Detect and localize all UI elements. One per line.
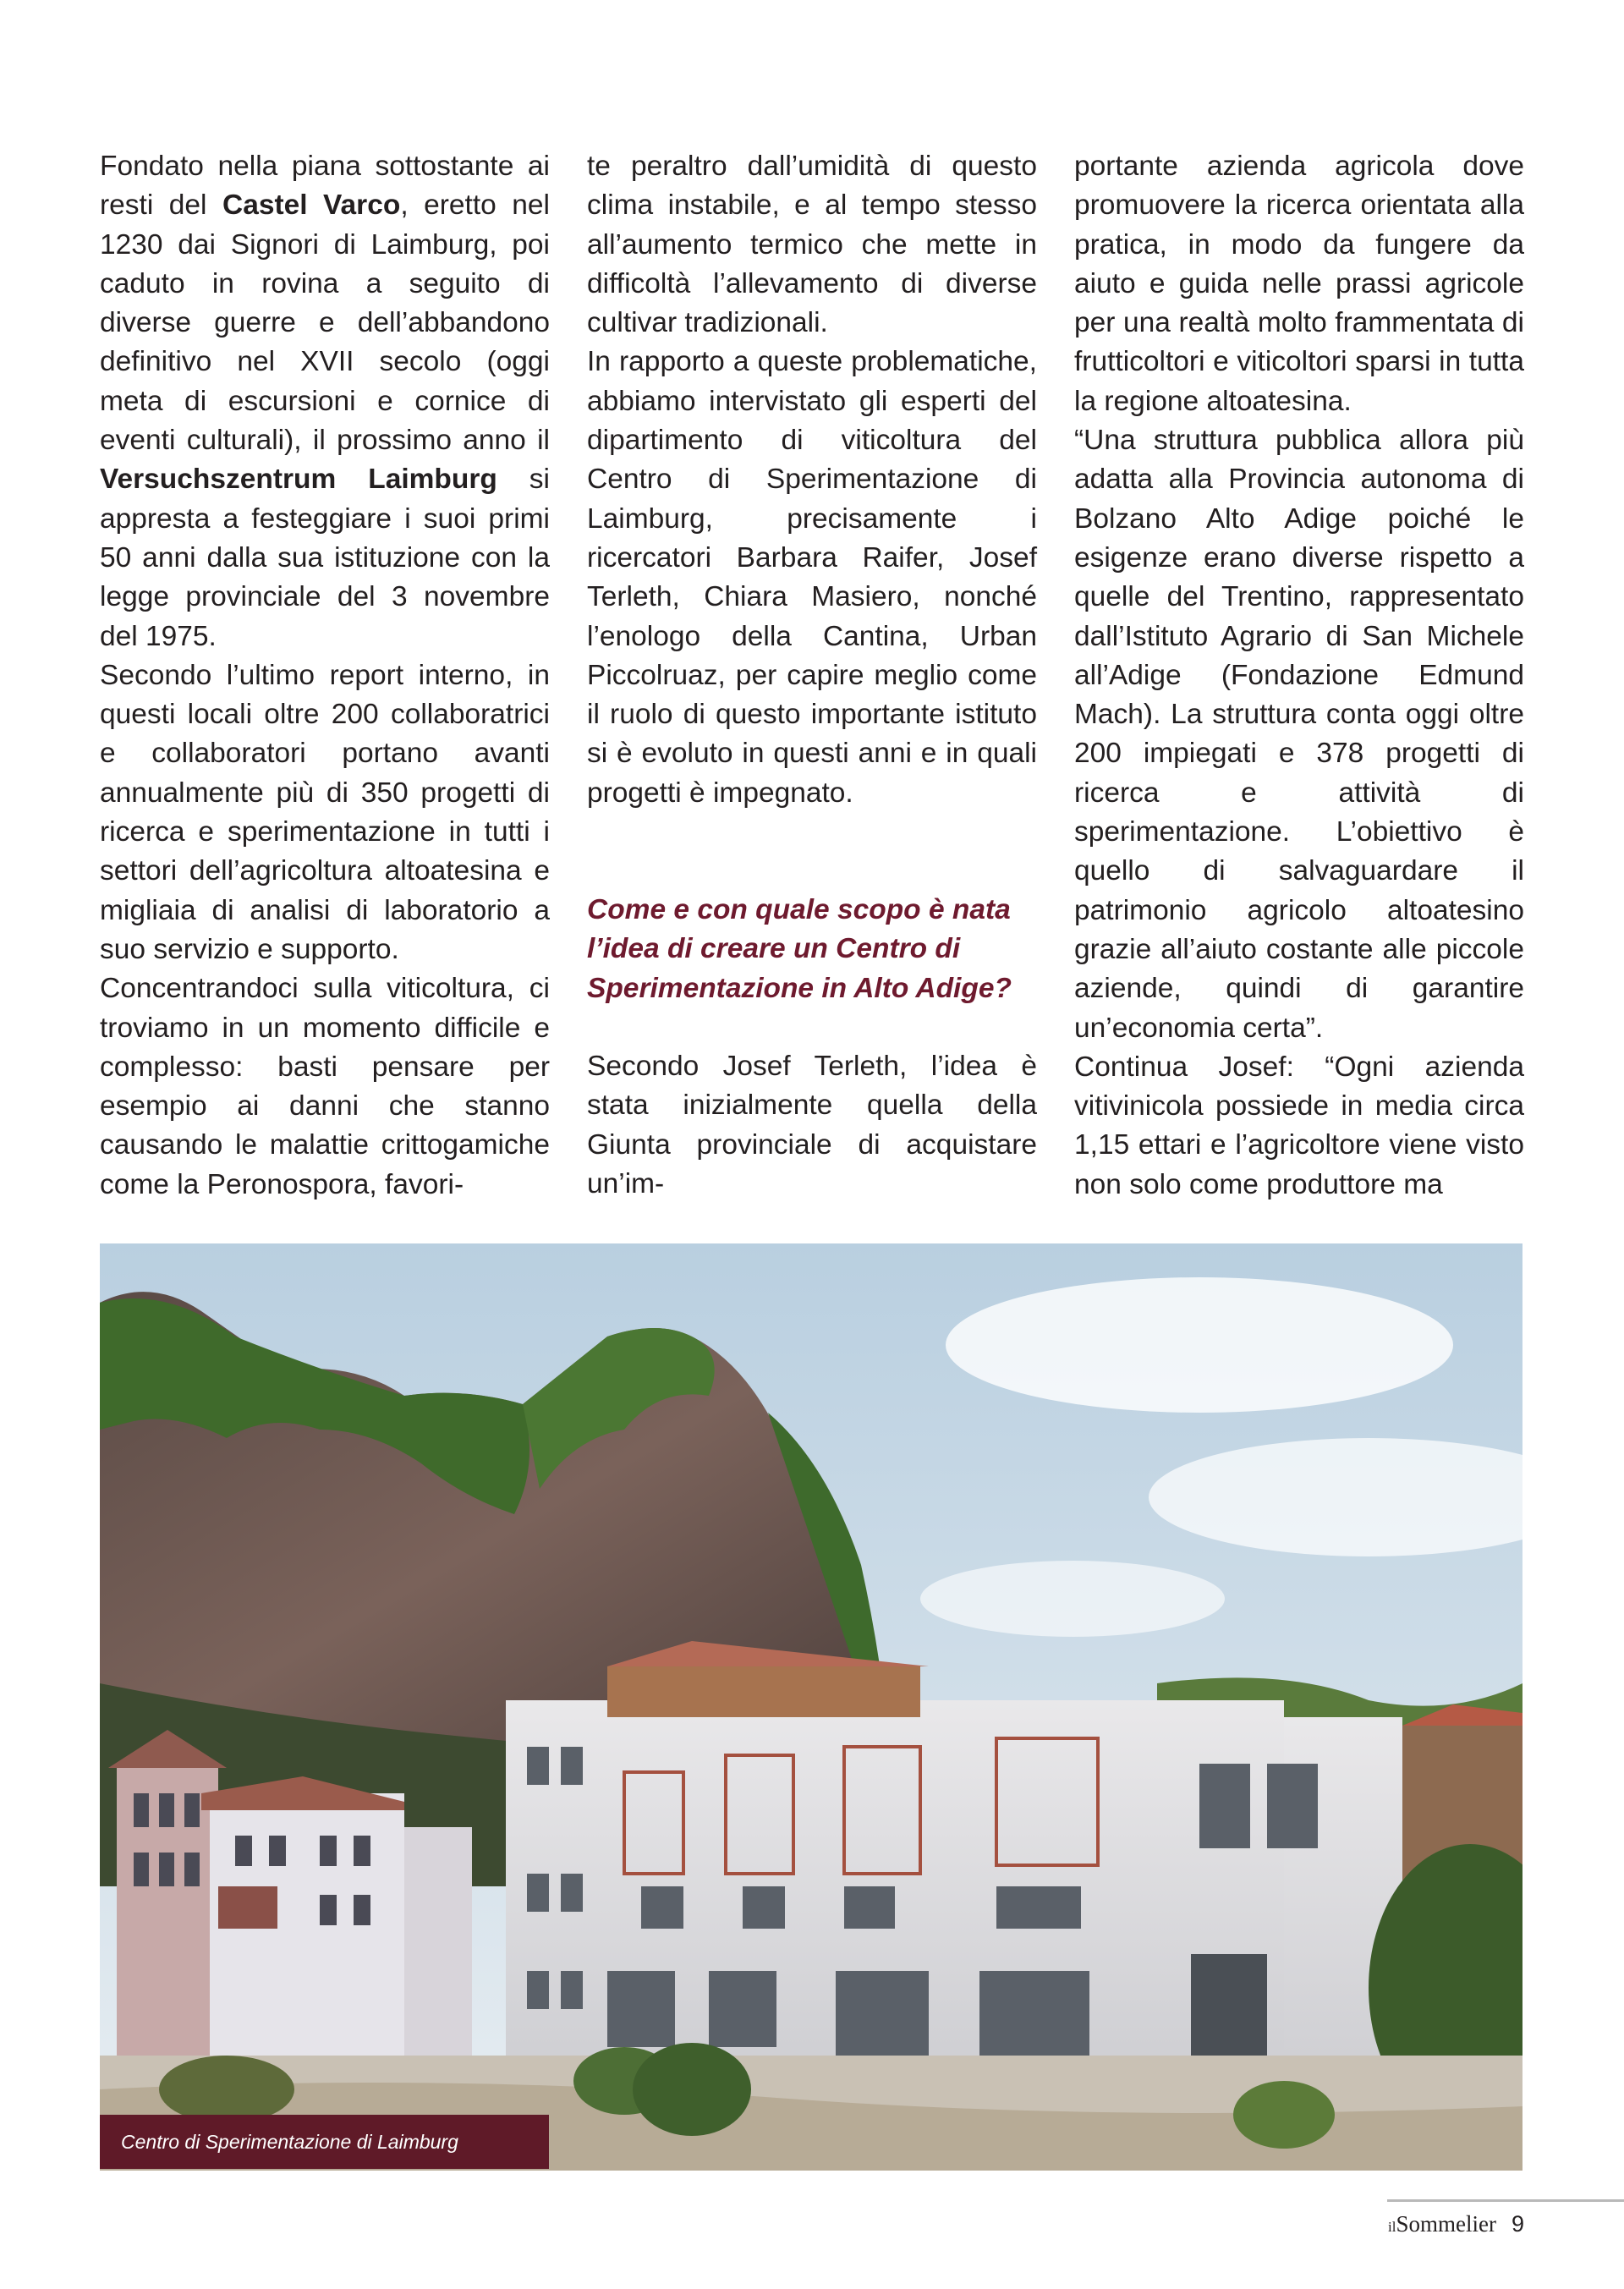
photo-caption: Centro di Sperimentazione di Laimburg	[121, 2130, 458, 2153]
paragraph: Fondato nella piana sottostante ai resti del Castel Varco, eretto nel 1230 dai Signori di Laimburg, poi caduto in rovina a seguito di diverse guerre e dell’abbandono definitivo nel XVII secolo (oggi meta di escursioni e cornice di eventi culturali), il prossimo anno il Versuchszentrum Laimburg si appresta a festeggiare i suoi primi 50 anni dalla sua istituzione con la legge provinciale del 3 novembre del 1975.	[100, 151, 550, 652]
paragraph: Continua Josef: “Ogni azienda vitivinicola possiede in media circa 1,15 ettari e l’agricoltore viene visto non solo come produttore ma	[1074, 1051, 1524, 1200]
bold-text: Castel Varco	[222, 189, 401, 222]
photo-illustration	[100, 1243, 1522, 2171]
footer-rule	[1387, 2199, 1624, 2202]
bold-text: Versuchszentrum Laimburg	[100, 464, 497, 496]
page-number: 9	[1511, 2211, 1524, 2237]
paragraph: portante azienda agricola dove promuovere la ricerca orientata alla pratica, in modo da fungere da aiuto e guida nelle prassi agricole per una realtà molto frammentata di frutticoltori e viticoltori sparsi in tutta la regione altoatesina.	[1074, 151, 1524, 417]
paragraph: In rapporto a queste problematiche, abbiamo intervistato gli esperti del dipartimento di viticoltura del Centro di Sperimentazione di Laimburg, precisamente i ricercatori Barbara Raifer, Josef Terleth, Chiara Masiero, nonché l’enologo della Cantina, Urban Piccolruaz, per capire meglio come il ruolo di questo importante istituto si è evoluto in questi anni e in quali progetti è impegnato.	[587, 346, 1037, 809]
magazine-prefix: il	[1388, 2219, 1396, 2235]
article-column-1	[100, 147, 550, 1205]
magazine-name: Sommelier	[1396, 2211, 1496, 2237]
photo-caption-box	[100, 2115, 549, 2169]
paragraph: Secondo Josef Terleth, l’idea è stata inizialmente quella della Giunta provinciale di acquistare un’im-	[587, 1050, 1037, 1199]
paragraph: “Una struttura pubblica allora più adatta alla Provincia autonoma di Bolzano Alto Adige poiché le esigenze erano diverse rispetto a quelle del Trentino, rappresentato dall’Istituto Agrario di San Michele all’Adige (Fondazione Edmund Mach). La struttura conta oggi oltre 200 impiegati e 378 progetti di ricerca e attività di sperimentazione. L’obiettivo è quello di salvaguardare il patrimonio agricolo altoatesino grazie all’aiuto costante alle piccole aziende, quindi di garantire un’economia certa”.	[1074, 425, 1524, 1044]
page-footer	[1388, 2211, 1524, 2237]
laimburg-building-photo	[100, 1243, 1522, 2171]
article-column-2	[587, 147, 1037, 1204]
paragraph: Concentrandoci sulla viticoltura, ci troviamo in un momento difficile e complesso: basti pensare per esempio ai danni che stanno causando le malattie crittogamiche come la Peronospora, favori-	[100, 973, 550, 1200]
article-column-3	[1074, 147, 1524, 1205]
section-subheading: Come e con quale scopo è nata l’idea di creare un Centro di Sperimentazione in Alto Adige?	[587, 894, 1012, 1004]
paragraph: te peraltro dall’umidità di questo clima instabile, e al tempo stesso all’aumento termico che mette in difficoltà l’allevamento di diverse cultivar tradizionali.	[587, 151, 1037, 339]
paragraph: Secondo l’ultimo report interno, in questi locali oltre 200 collaboratrici e collaboratori portano avanti annualmente più di 350 progetti di ricerca e sperimentazione in tutti i settori dell’agricoltura altoatesina e migliaia di analisi di laboratorio a suo servizio e supporto.	[100, 659, 550, 965]
